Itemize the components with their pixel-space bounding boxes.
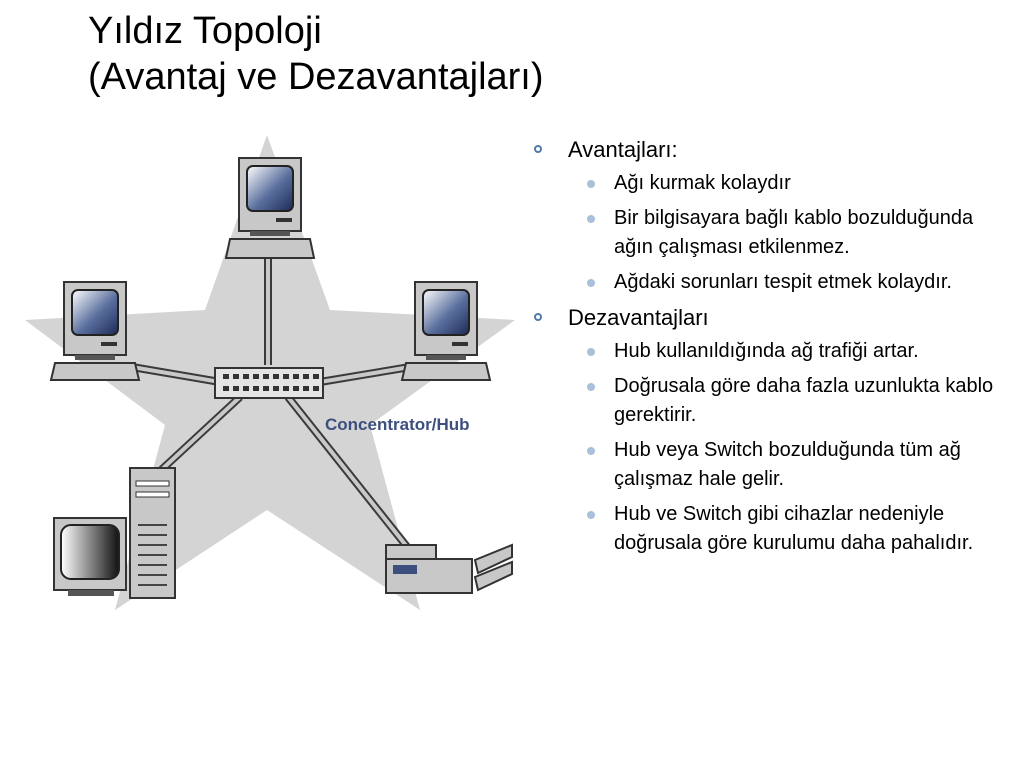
list-item-text: Ağı kurmak kolaydır xyxy=(614,172,791,194)
bullet-dot-icon xyxy=(587,511,595,519)
list-item xyxy=(530,268,1010,297)
bullet-dot-icon xyxy=(587,348,595,356)
bullet-dot-icon xyxy=(587,383,595,391)
section-advantages xyxy=(530,135,1010,297)
list-item-text: Hub ve Switch gibi cihazlar nedeniyle doğrusala göre kurulumu daha pahalıdır. xyxy=(614,503,974,554)
title-line-1: Yıldız Topoloji xyxy=(88,10,322,52)
list-item xyxy=(530,204,1010,262)
star-topology-diagram xyxy=(20,125,520,625)
list-item xyxy=(530,436,1010,494)
hub-label: Concentrator/Hub xyxy=(325,415,470,434)
list-item-text: Ağdaki sorunları tespit etmek kolaydır. xyxy=(614,271,952,293)
tower-pc-icon xyxy=(54,468,175,598)
list-item xyxy=(530,337,1010,366)
list-item xyxy=(530,500,1010,558)
list-item-text: Hub veya Switch bozulduğunda tüm ağ çalışmaz hale gelir. xyxy=(614,439,961,490)
list-item-text: Doğrusala göre daha fazla uzunlukta kablo gerektirir. xyxy=(614,375,994,426)
list-item-text: Bir bilgisayara bağlı kablo bozulduğunda ağın çalışması etkilenmez. xyxy=(614,207,974,258)
bullet-dot-icon xyxy=(587,279,595,287)
heading-text: Dezavantajları xyxy=(568,305,709,330)
bullet-dot-icon xyxy=(587,180,595,188)
slide-title xyxy=(88,8,544,100)
title-line-2: (Avantaj ve Dezavantajları) xyxy=(88,56,544,98)
heading-text: Avantajları: xyxy=(568,137,678,162)
bullet-list xyxy=(530,135,1010,564)
bullet-ring-icon xyxy=(534,145,542,153)
hub-icon xyxy=(215,368,323,398)
computer-top-icon xyxy=(226,158,314,258)
section-heading xyxy=(530,303,1010,333)
printer-icon xyxy=(386,545,512,593)
bullet-ring-icon xyxy=(534,313,542,321)
bullet-dot-icon xyxy=(587,447,595,455)
bullet-dot-icon xyxy=(587,215,595,223)
star-topology-svg xyxy=(20,125,520,625)
computer-right-icon xyxy=(402,282,490,380)
list-item-text: Hub kullanıldığında ağ trafiği artar. xyxy=(614,340,919,362)
section-disadvantages xyxy=(530,303,1010,558)
section-heading xyxy=(530,135,1010,165)
list-item xyxy=(530,372,1010,430)
list-item xyxy=(530,169,1010,198)
computer-left-icon xyxy=(51,282,139,380)
